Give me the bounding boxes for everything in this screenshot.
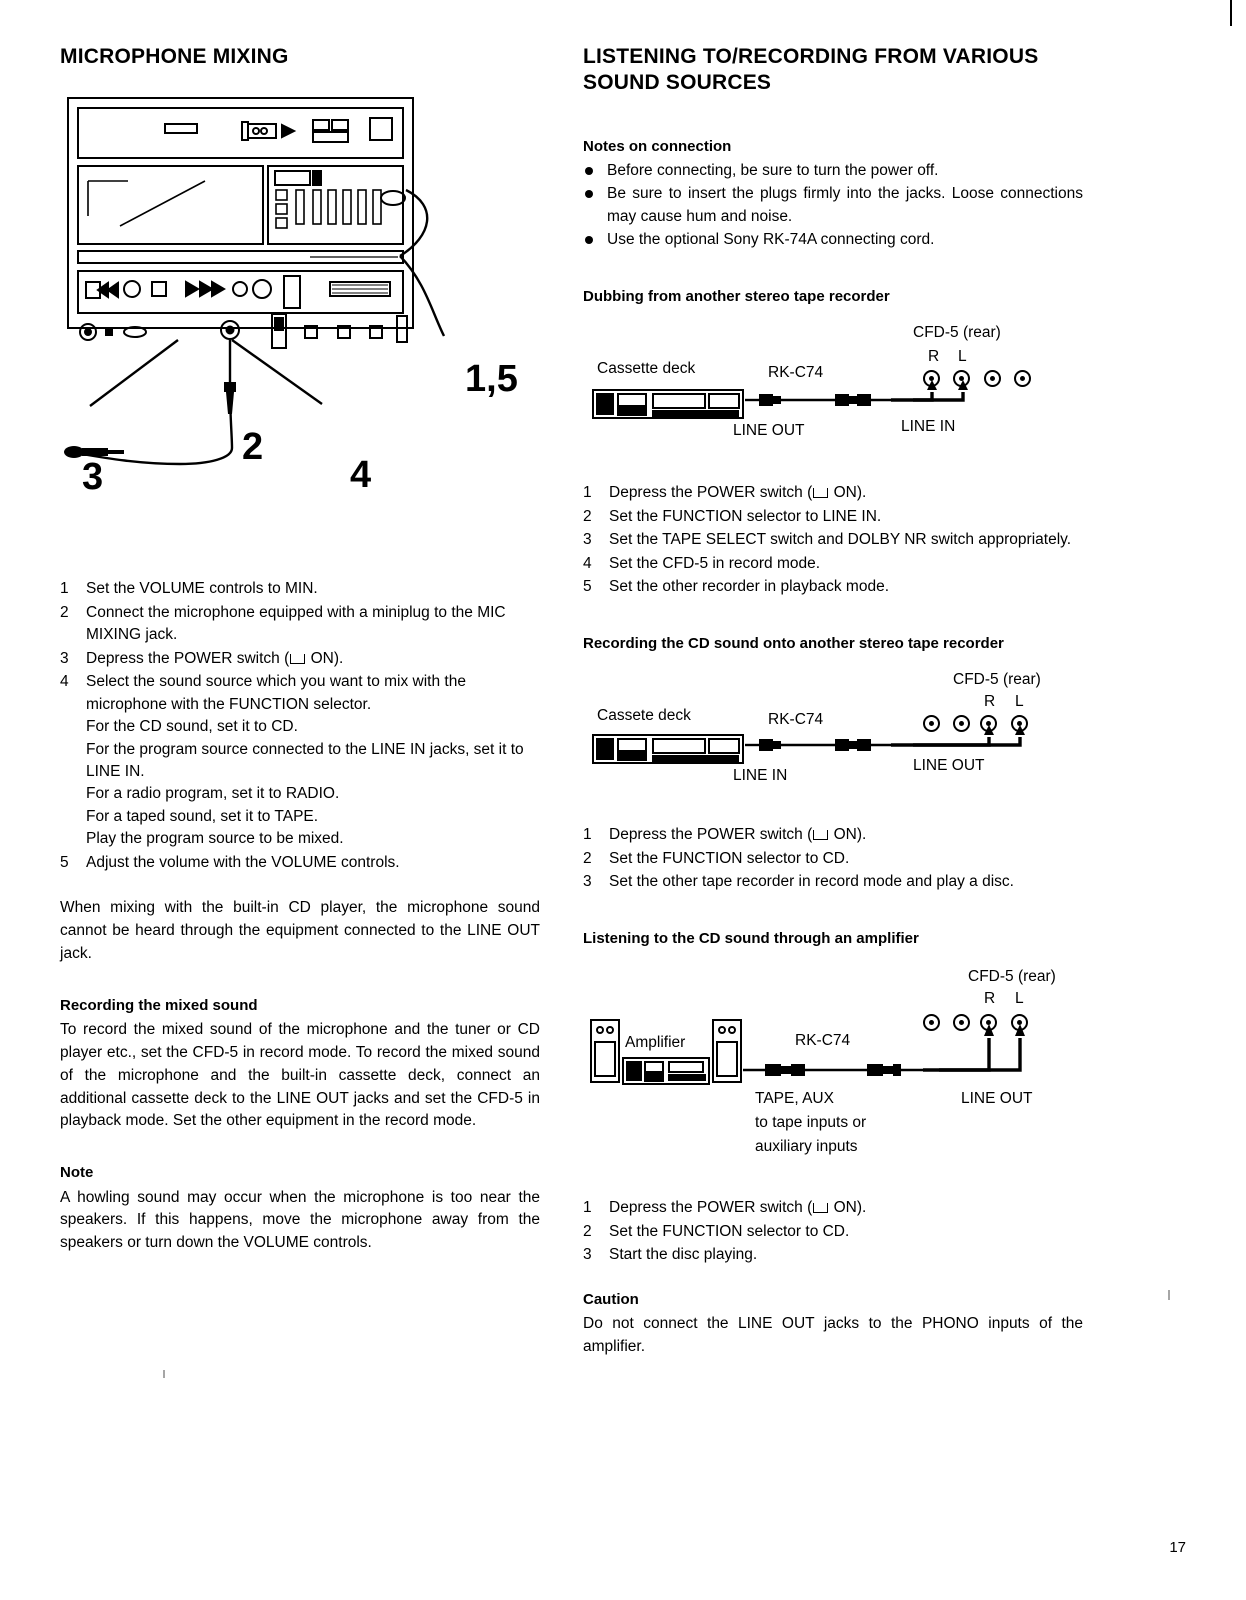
line-in-label: LINE IN bbox=[901, 418, 956, 436]
list-item bbox=[583, 529, 1083, 551]
step-subline: Play the program source to be mixed. bbox=[86, 830, 344, 848]
list-item bbox=[60, 648, 540, 670]
channel-l-label: L bbox=[1015, 693, 1024, 711]
step-number: 3 bbox=[60, 649, 69, 667]
amplifier-steps bbox=[583, 1197, 1083, 1266]
step-text: Set the FUNCTION selector to CD. bbox=[609, 849, 850, 867]
step-number: 1 bbox=[583, 826, 592, 844]
step-text: Start the disc playing. bbox=[609, 1246, 758, 1264]
list-item bbox=[60, 578, 540, 600]
step-text: Depress the POWER switch ( ON). bbox=[609, 1199, 867, 1217]
list-item bbox=[60, 602, 540, 647]
power-switch-icon bbox=[813, 1203, 828, 1213]
tape-aux-sub2: auxiliary inputs bbox=[755, 1138, 858, 1156]
step-number: 2 bbox=[583, 507, 592, 525]
step-number: 1 bbox=[583, 1199, 592, 1217]
cord-label-rk-c74: RK-C74 bbox=[768, 364, 824, 382]
section-title-listening-recording: LISTENING TO/RECORDING FROM VARIOUS SOUND SOURCES bbox=[583, 45, 1039, 95]
amplifier-label: Amplifier bbox=[625, 1034, 686, 1052]
step-number: 3 bbox=[583, 531, 592, 549]
channel-r-label: R bbox=[984, 693, 996, 711]
list-item bbox=[583, 229, 1083, 251]
notes-on-connection-list bbox=[583, 160, 1083, 252]
list-item bbox=[583, 576, 1083, 598]
list-item bbox=[583, 1244, 1083, 1266]
step-text: Depress the POWER switch ( ON). bbox=[609, 826, 867, 844]
note-text: Use the optional Sony RK-74A connecting cord. bbox=[607, 231, 935, 249]
callout-2: 2 bbox=[242, 426, 264, 469]
list-item bbox=[583, 183, 1083, 228]
cassette-deck-label: Cassette deck bbox=[597, 360, 696, 378]
list-item bbox=[583, 1221, 1083, 1243]
caution-body: Do not connect the LINE OUT jacks to the PHONO inputs of the amplifier. bbox=[583, 1315, 1083, 1355]
bullet-icon bbox=[585, 190, 593, 198]
list-item bbox=[583, 506, 1083, 528]
cfd5-rear-label: CFD-5 (rear) bbox=[913, 324, 1001, 342]
step-subline: For the program source connected to the LINE IN jacks, set it to LINE IN. bbox=[86, 740, 524, 780]
step-text: Set the TAPE SELECT switch and DOLBY NR switch appropriately. bbox=[609, 531, 1072, 549]
note-text: Before connecting, be sure to turn the power off. bbox=[607, 162, 939, 179]
step-text: Set the FUNCTION selector to LINE IN. bbox=[609, 507, 882, 525]
list-item bbox=[583, 871, 1083, 893]
dubbing-diagram-art bbox=[583, 316, 1083, 476]
step-text: Set the other recorder in playback mode. bbox=[609, 578, 890, 596]
step-text: Set the VOLUME controls to MIN. bbox=[86, 580, 318, 598]
step-number: 4 bbox=[60, 673, 69, 691]
recording-cd-connection-diagram bbox=[583, 663, 1083, 818]
microphone-mixing-illustration bbox=[60, 86, 540, 499]
page-title-microphone-mixing: MICROPHONE MIXING bbox=[60, 45, 289, 68]
line-out-label: LINE OUT bbox=[913, 757, 985, 775]
list-item bbox=[583, 482, 1083, 504]
microphone-mixing-steps bbox=[60, 578, 540, 874]
note-body: A howling sound may occur when the microphone is too near the speakers. If this happens, move the microphone away from the speakers or turn down the VOLUME controls. bbox=[60, 1188, 540, 1252]
step-text: Depress the POWER switch ( ON). bbox=[86, 649, 344, 667]
registration-tick bbox=[1168, 1290, 1170, 1300]
list-item bbox=[583, 160, 1083, 182]
notes-on-connection-heading: Notes on connection bbox=[583, 137, 732, 155]
callout-1-5: 1,5 bbox=[465, 358, 518, 401]
channel-l-label: L bbox=[958, 348, 967, 366]
recording-mixed-sound-heading: Recording the mixed sound bbox=[60, 996, 258, 1014]
step-text: Set the CFD-5 in record mode. bbox=[609, 554, 821, 572]
channel-r-label: R bbox=[928, 348, 940, 366]
list-item bbox=[583, 1197, 1083, 1219]
step-number: 1 bbox=[583, 484, 592, 502]
list-item bbox=[583, 848, 1083, 870]
amplifier-diagram-art bbox=[583, 958, 1083, 1163]
cfd5-rear-label: CFD-5 (rear) bbox=[953, 671, 1041, 689]
list-item bbox=[60, 852, 540, 874]
step-number: 1 bbox=[60, 580, 69, 598]
step-subline: For the CD sound, set it to CD. bbox=[86, 718, 298, 736]
note-text: Be sure to insert the plugs firmly into the jacks. Loose connections may cause hum and noise. bbox=[607, 185, 1083, 225]
callout-4: 4 bbox=[350, 454, 372, 497]
list-item bbox=[583, 553, 1083, 575]
line-out-label: LINE OUT bbox=[961, 1090, 1033, 1108]
line-out-label: LINE OUT bbox=[733, 422, 805, 440]
channel-r-label: R bbox=[984, 990, 996, 1008]
list-item bbox=[60, 671, 540, 851]
bullet-icon bbox=[585, 167, 593, 175]
dubbing-steps bbox=[583, 482, 1083, 598]
callout-3: 3 bbox=[82, 456, 104, 499]
registration-tick bbox=[163, 1370, 165, 1378]
step-number: 2 bbox=[60, 603, 69, 621]
bullet-icon bbox=[585, 236, 593, 244]
step-text: Connect the microphone equipped with a miniplug to the MIC MIXING jack. bbox=[86, 603, 506, 644]
power-switch-icon bbox=[813, 830, 828, 840]
note-heading: Note bbox=[60, 1164, 94, 1182]
cfd5-front-panel-drawing bbox=[60, 86, 540, 486]
step-text: Set the other tape recorder in record mode and play a disc. bbox=[609, 873, 1014, 891]
step-subline: For a radio program, set it to RADIO. bbox=[86, 785, 340, 803]
list-item bbox=[583, 824, 1083, 846]
power-switch-icon bbox=[813, 488, 828, 498]
cfd5-rear-label: CFD-5 (rear) bbox=[968, 968, 1056, 986]
power-switch-icon bbox=[290, 654, 305, 664]
step-text: Depress the POWER switch ( ON). bbox=[609, 484, 867, 502]
caution-heading: Caution bbox=[583, 1290, 639, 1308]
mixing-note-paragraph: When mixing with the built-in CD player, the microphone sound cannot be heard through the equipment connected to the LINE OUT jack. bbox=[60, 899, 540, 962]
recording-cd-heading: Recording the CD sound onto another stereo tape recorder bbox=[583, 634, 1004, 652]
listening-amplifier-heading: Listening to the CD sound through an amplifier bbox=[583, 929, 919, 947]
step-text: Adjust the volume with the VOLUME controls. bbox=[86, 853, 400, 871]
recording-cd-steps bbox=[583, 824, 1083, 893]
right-column bbox=[583, 44, 1083, 1373]
line-in-label: LINE IN bbox=[733, 767, 788, 785]
step-number: 5 bbox=[583, 578, 592, 596]
amplifier-connection-diagram bbox=[583, 958, 1083, 1163]
left-column bbox=[60, 44, 540, 1269]
cord-label-rk-c74: RK-C74 bbox=[768, 711, 824, 729]
step-number: 3 bbox=[583, 1246, 592, 1264]
step-number: 2 bbox=[583, 1222, 592, 1240]
step-subline: For a taped sound, set it to TAPE. bbox=[86, 807, 319, 825]
step-number: 4 bbox=[583, 554, 592, 572]
cassette-deck-label: Cassete deck bbox=[597, 707, 691, 725]
step-number: 2 bbox=[583, 849, 592, 867]
recording-cd-diagram-art bbox=[583, 663, 1083, 818]
tape-aux-sub1: to tape inputs or bbox=[755, 1114, 867, 1132]
step-text: Set the FUNCTION selector to CD. bbox=[609, 1222, 850, 1240]
channel-l-label: L bbox=[1015, 990, 1024, 1008]
page-number: 17 bbox=[1169, 1539, 1186, 1556]
step-number: 5 bbox=[60, 853, 69, 871]
dubbing-connection-diagram bbox=[583, 316, 1083, 476]
step-text: Select the sound source which you want to mix with the microphone with the FUNCTION selector. bbox=[86, 673, 466, 713]
recording-mixed-sound-body: To record the mixed sound of the microphone and the tuner or CD player etc., set the CFD-5 in record mode. To record the mixed sound of the microphone and the built-in cassette deck, connect an additional cassette deck to the LINE OUT jacks and set the CFD-5 in playback mode. Set the other equipment in the record mode. bbox=[60, 1021, 540, 1130]
step-number: 3 bbox=[583, 873, 592, 891]
cord-label-rk-c74: RK-C74 bbox=[795, 1032, 851, 1050]
tape-aux-label: TAPE, AUX bbox=[755, 1090, 834, 1108]
crop-mark bbox=[1230, 0, 1232, 26]
dubbing-heading: Dubbing from another stereo tape recorder bbox=[583, 287, 890, 305]
